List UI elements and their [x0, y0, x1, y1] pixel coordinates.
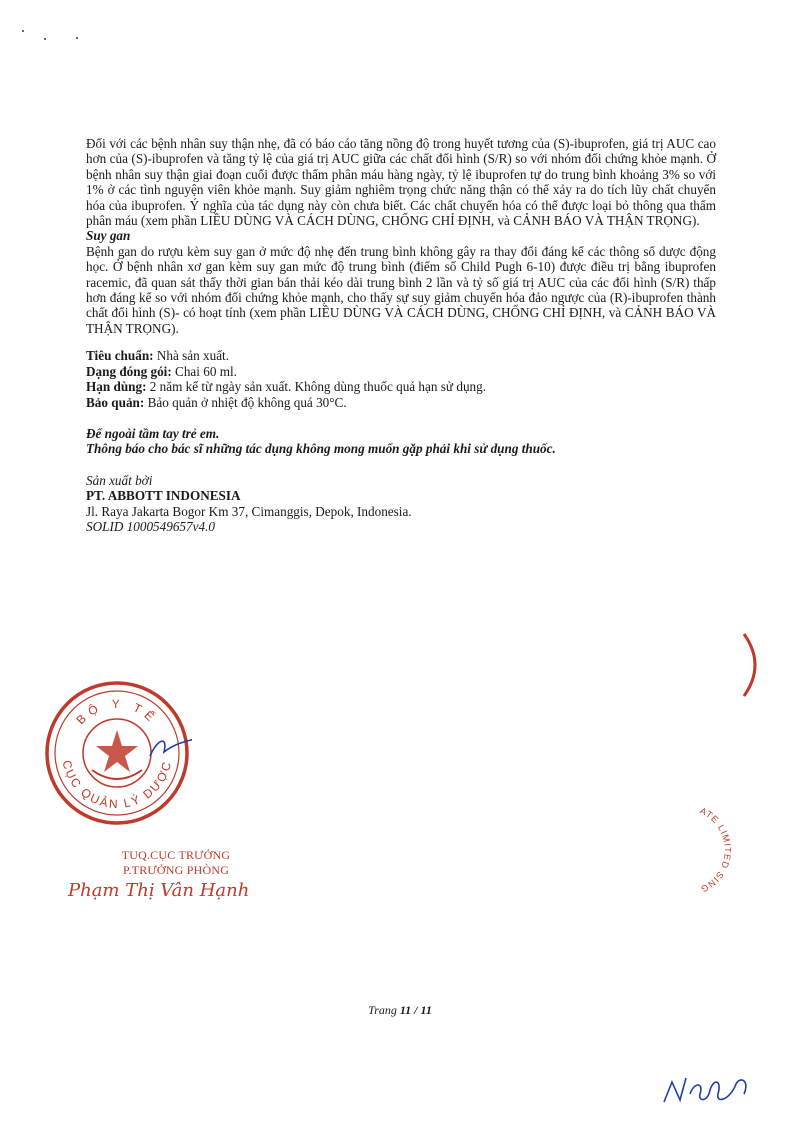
warning-children: Để ngoài tầm tay trẻ em. — [86, 425, 220, 441]
svg-text:CỤC QUẢN LÝ DƯỢC — [60, 759, 175, 811]
spec-expiry — [86, 379, 716, 394]
warning-adverse-effects: Thông báo cho bác sĩ những tác dụng không mong muốn gặp phải khi sử dụng thuốc. — [86, 441, 556, 457]
spec-storage — [86, 395, 716, 410]
document-body — [86, 136, 716, 534]
signature-title-1: TUQ.CỤC TRƯỞNG — [121, 848, 231, 862]
partial-company-stamp — [690, 805, 750, 895]
spec-package-value: Chai 60 ml. — [171, 363, 237, 379]
spec-standard — [86, 348, 716, 363]
spec-package — [86, 364, 716, 379]
document-code: SOLID 1000549657v4.0 — [86, 518, 215, 534]
scan-speck — [22, 30, 24, 32]
svg-text:ATE LIMITED SING — [698, 805, 732, 894]
partial-stamp-text: ATE LIMITED SING — [698, 805, 733, 895]
spec-storage-label: Bảo quản: — [86, 394, 145, 410]
hepatic-heading: Suy gan — [86, 228, 131, 244]
hepatic-paragraph: Bệnh gan do rượu kèm suy gan ở mức độ nhẹ đến trung bình không gây ra thay đổi đáng kể các thông số dược động học. Ở bệnh nhân xơ gan kèm suy gan mức độ trung bình (điểm số Child Pugh 6-10) được điều trị bằng ibuprofen racemic, đã quan sát thấy thời gian bán thải kéo dài trung bình 2 lần và tỷ số giá trị AUC của các đối hình (S/R) thấp hơn đáng kể so với nhóm đối chứng khỏe mạnh, cho thấy sự suy giảm chuyển hóa đảo ngược của (R)-ibuprofen thành chất đối hình (S)- có hoạt tính (xem phần LIỀU DÙNG VÀ CÁCH DÙNG, CHỐNG CHỈ ĐỊNH, và CẢNH BÁO VÀ THẬN TRỌNG). — [86, 243, 716, 336]
spec-storage-value: Bảo quản ở nhiệt độ không quá 30°C. — [144, 394, 347, 410]
signature-title-2: P.TRƯỞNG PHÒNG — [122, 863, 230, 877]
scan-speck — [76, 37, 78, 39]
edge-stamp-arc — [734, 630, 774, 700]
signature-block — [66, 848, 286, 904]
seal-top-text: BỘ Y TẾ — [73, 696, 161, 728]
page-label: Trang — [368, 1003, 400, 1017]
warnings — [86, 426, 716, 457]
handwritten-initials — [658, 1064, 758, 1114]
page-footer — [0, 1003, 800, 1018]
page-number: 11 / 11 — [399, 1003, 432, 1017]
manufacturer-block — [86, 473, 716, 519]
renal-paragraph: Đối với các bệnh nhân suy thận nhẹ, đã có báo cáo tăng nồng độ trong huyết tương của (S)-ibuprofen, giá trị AUC cao hơn của (S)-ibuprofen và tăng tỷ lệ của giá trị AUC giữa các chất đối hình (S/R) so với nhóm đối chứng khỏe mạnh. Ở bệnh nhân suy thận giai đoạn cuối được thẩm phân máu hàng ngày, tỷ lệ ibuprofen tự do trung bình khoảng 3% so với 1% ở các tình nguyện viên khỏe mạnh. Suy giảm nghiêm trọng chức năng thận có thể xảy ra do tích lũy chất chuyển hóa của ibuprofen. Ý nghĩa của tác dụng này còn chưa biết. Các chất chuyển hóa có thể được loại bỏ thông qua thẩm phân máu (xem phần LIỀU DÙNG VÀ CÁCH DÙNG, CHỐNG CHỈ ĐỊNH, và CẢNH BÁO VÀ THẬN TRỌNG). — [86, 136, 716, 229]
svg-text:BỘ Y TẾ — [74, 697, 162, 727]
spec-expiry-value: 2 năm kể từ ngày sản xuất. Không dùng thuốc quá hạn sử dụng. — [146, 379, 487, 395]
spec-standard-label: Tiêu chuẩn: — [86, 348, 154, 364]
spec-standard-value: Nhà sản xuất. — [153, 348, 230, 364]
product-specs — [86, 348, 716, 410]
manufacturer-label: Sản xuất bởi — [86, 472, 153, 488]
official-seal — [42, 678, 192, 828]
spec-expiry-label: Hạn dùng: — [86, 379, 147, 395]
manufacturer-name: PT. ABBOTT INDONESIA — [86, 488, 241, 504]
manufacturer-address: Jl. Raya Jakarta Bogor Km 37, Cimanggis, Depok, Indonesia. — [86, 503, 412, 519]
seal-bottom-text: CỤC QUẢN LÝ DƯỢC — [59, 758, 175, 812]
signatory-name: Phạm Thị Vân Hạnh — [68, 880, 250, 901]
scan-speck — [44, 38, 46, 40]
spec-package-label: Dạng đóng gói: — [86, 363, 172, 379]
